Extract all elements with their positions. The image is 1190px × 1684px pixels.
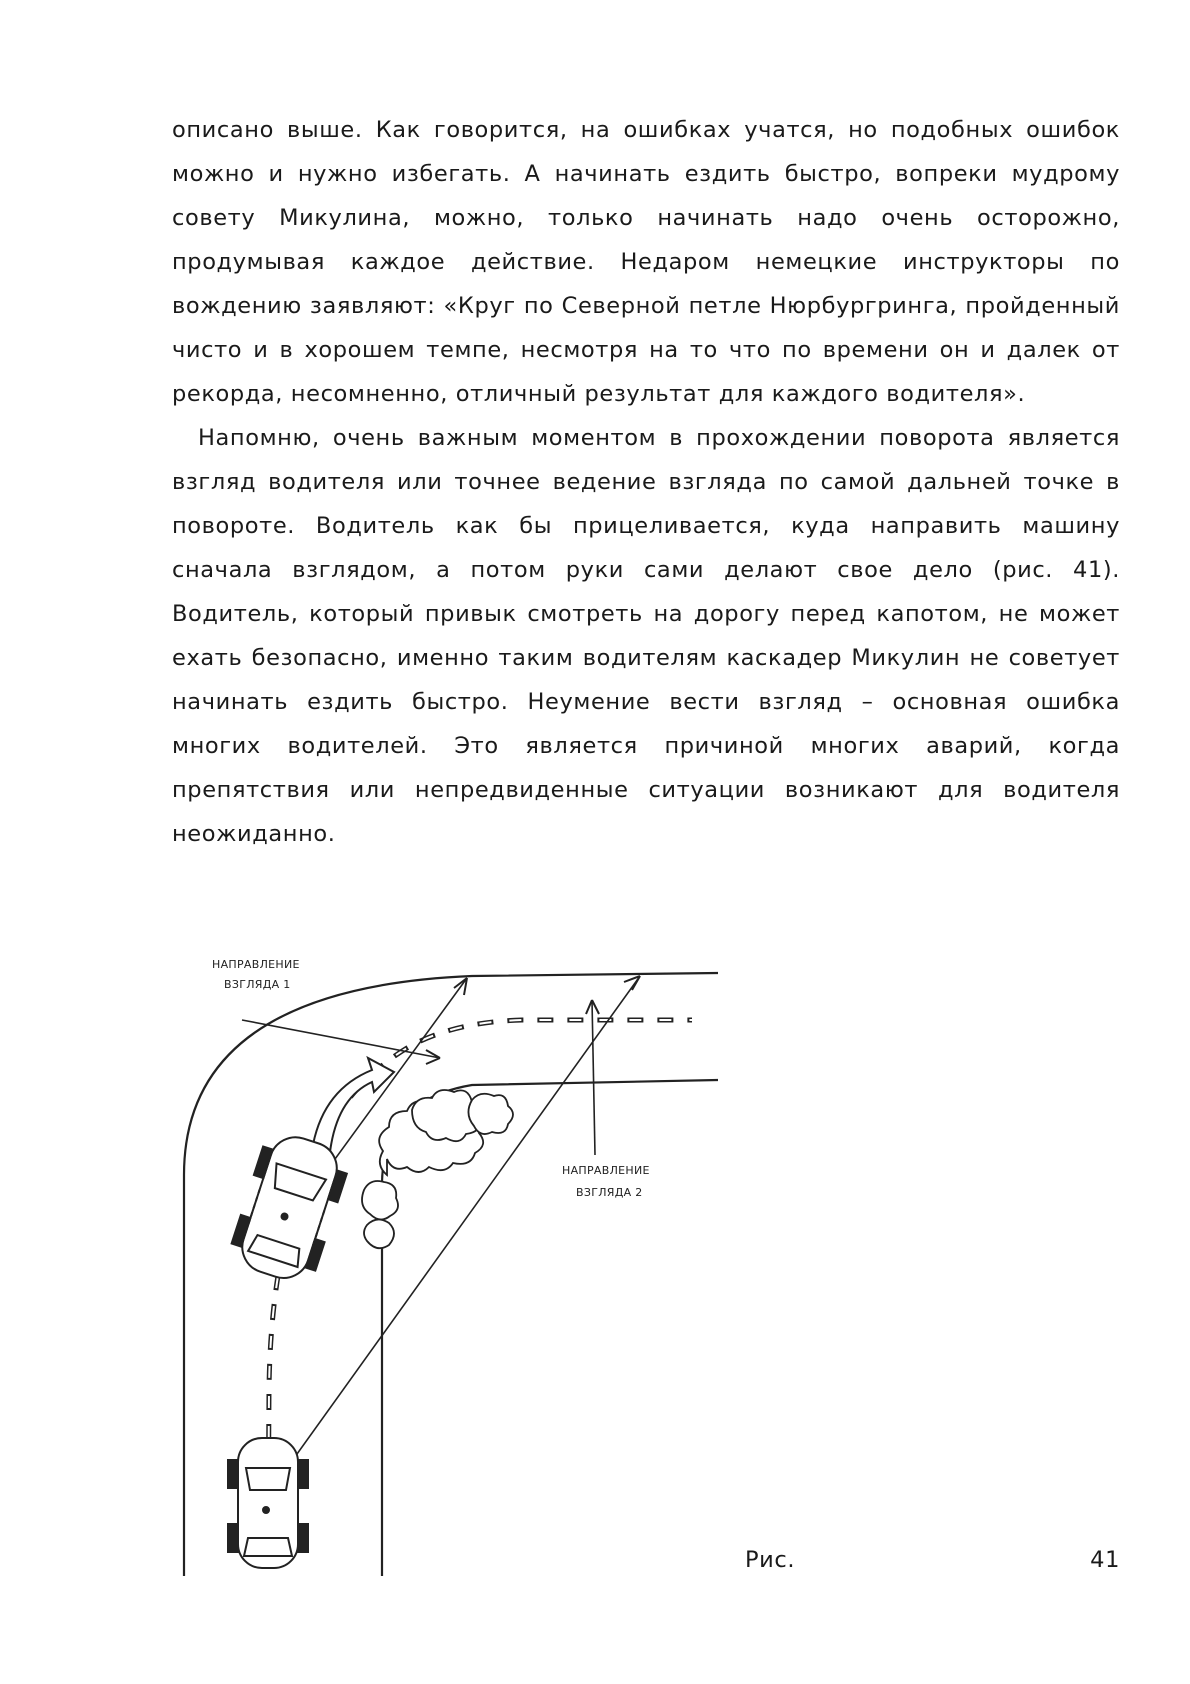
figure-caption: Рис.	[745, 1547, 796, 1573]
paragraph-2: Напомню, очень важным моментом в прохождении поворота является взгляд водителя или точнее ведение взгляда по самой дальней точке в повороте. Водитель как бы прицеливается, куда направить машину сначала взглядом, а потом руки сами делают свое дело (рис. 41). Водитель, который привык смотреть на дорогу перед капотом, не может ехать безопасно, именно таким водителям каскадер Микулин не советует начинать ездить быстро. Неумение вести взгляд – основная ошибка многих водителей. Это является причиной многих аварий, когда препятствия или непредвиденные ситуации возникают для водителя неожиданно.	[172, 425, 1120, 847]
figure-number: 41	[1090, 1547, 1120, 1573]
gaze-2-label-line1: НАПРАВЛЕНИЕ	[562, 1164, 650, 1177]
car-front	[226, 1127, 353, 1287]
figure-gaze-direction	[172, 940, 732, 1578]
gaze-line-2	[264, 976, 640, 1500]
bushes	[362, 1090, 513, 1248]
road-turn-illustration	[172, 940, 732, 1578]
car-rear	[228, 1438, 308, 1568]
gaze-1-label-line1: НАПРАВЛЕНИЕ	[212, 958, 300, 971]
gaze-2-label-line2: ВЗГЛЯДА 2	[576, 1186, 643, 1199]
body-text	[172, 108, 1120, 856]
paragraph-1: описано выше. Как говорится, на ошибках учатся, но подобных ошибок можно и нужно избегать. А начинать ездить быстро, вопреки мудрому совету Микулина, можно, только начинать надо очень осторожно, продумывая каждое действие. Недаром немецкие инструкторы по вождению заявляют: «Круг по Северной петле Нюрбургринга, пройденный чисто и в хорошем темпе, несмотря на то что по времени он и далек от рекорда, несомненно, отличный результат для каждого водителя».	[172, 117, 1120, 407]
gaze-1-label-line2: ВЗГЛЯДА 1	[224, 978, 291, 991]
